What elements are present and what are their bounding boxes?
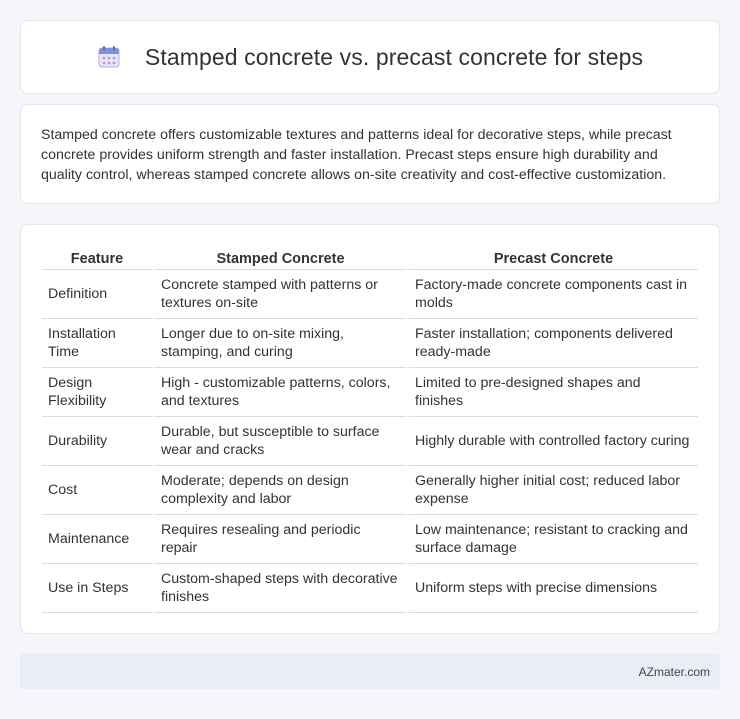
feature-cell: Maintenance [42,515,152,564]
stamped-cell: Custom-shaped steps with decorative finishes [152,564,406,613]
header-stamped-concrete: Stamped Concrete [152,245,406,270]
page-title: Stamped concrete vs. precast concrete for steps [144,43,644,70]
header-precast-concrete: Precast Concrete [406,245,698,270]
feature-cell: Use in Steps [42,564,152,613]
table-row [42,515,698,564]
precast-cell: Generally higher initial cost; reduced labor expense [406,466,698,515]
stamped-cell: Longer due to on-site mixing, stamping, and curing [152,319,406,368]
precast-cell: Uniform steps with precise dimensions [406,564,698,613]
table-row [42,466,698,515]
precast-cell: Factory-made concrete components cast in molds [406,270,698,319]
stamped-cell: Requires resealing and periodic repair [152,515,406,564]
table-header-row [42,245,698,270]
comparison-table [42,245,698,613]
table-row [42,368,698,417]
precast-cell: Highly durable with controlled factory curing [406,417,698,466]
table-row [42,564,698,613]
feature-cell: Definition [42,270,152,319]
intro-card [20,104,720,204]
table-row [42,319,698,368]
feature-cell: Cost [42,466,152,515]
title-row [97,44,643,71]
feature-cell: Durability [42,417,152,466]
stamped-cell: Concrete stamped with patterns or textures on-site [152,270,406,319]
stamped-cell: Moderate; depends on design complexity and labor [152,466,406,515]
comparison-table-card [20,224,720,634]
table-row [42,270,698,319]
title-card [20,20,720,94]
stamped-cell: High - customizable patterns, colors, and textures [152,368,406,417]
header-feature: Feature [42,245,152,270]
precast-cell: Low maintenance; resistant to cracking and surface damage [406,515,698,564]
precast-cell: Limited to pre-designed shapes and finishes [406,368,698,417]
footer-site-name[interactable]: AZmater.com [638,664,710,679]
table-row [42,417,698,466]
precast-cell: Faster installation; components delivered ready-made [406,319,698,368]
stamped-cell: Durable, but susceptible to surface wear and cracks [152,417,406,466]
feature-cell: Design Flexibility [42,368,152,417]
intro-paragraph: Stamped concrete offers customizable textures and patterns ideal for decorative steps, while precast concrete provides uniform strength and faster installation. Precast steps ensure high durability and quality control, whereas stamped concrete allows on-site creativity and cost-effective customization. [41,127,672,183]
calendar-icon [97,45,121,69]
feature-cell: Installation Time [42,319,152,368]
footer-bar [20,654,720,689]
